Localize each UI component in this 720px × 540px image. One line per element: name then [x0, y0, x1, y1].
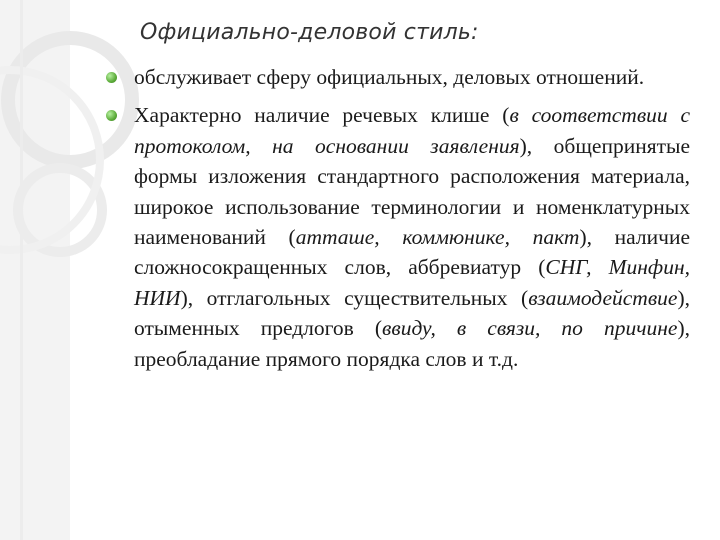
example-text: в соответствии с протоколом, на основании заявления: [134, 103, 691, 158]
bullet-item: [106, 100, 690, 374]
example-text: атташе, коммюнике, пакт: [295, 225, 580, 250]
bullet-text: ), отглагольных существительных (: [180, 285, 529, 310]
bullet-item: [106, 62, 690, 92]
bullet-text: ), отыменных предлогов (: [134, 285, 690, 341]
bullet-text: Характерно наличие речевых клише (: [134, 103, 510, 128]
bullet-list: [106, 62, 690, 382]
bullet-dot-icon: [106, 72, 117, 83]
bullet-text: ), наличие сложносокращенных слов, аббревиатур (: [134, 225, 690, 280]
bullet-text: ), преобладание прямого порядка слов и т.д.: [134, 316, 690, 371]
bullet-text: обслуживает сферу официальных, деловых отношений.: [134, 65, 645, 89]
slide-title: Официально-деловой стиль:: [140, 20, 479, 45]
example-text: взаимодействие: [528, 285, 678, 310]
bullet-dot-icon: [106, 110, 117, 121]
example-text: СНГ, Минфин, НИИ: [134, 255, 690, 310]
bullet-text: ), общепринятые формы изложения стандартного расположения материала, широкое использование терминологии и номенклатурных наименований (: [134, 133, 690, 250]
example-text: ввиду, в связи, по причине: [382, 316, 678, 341]
